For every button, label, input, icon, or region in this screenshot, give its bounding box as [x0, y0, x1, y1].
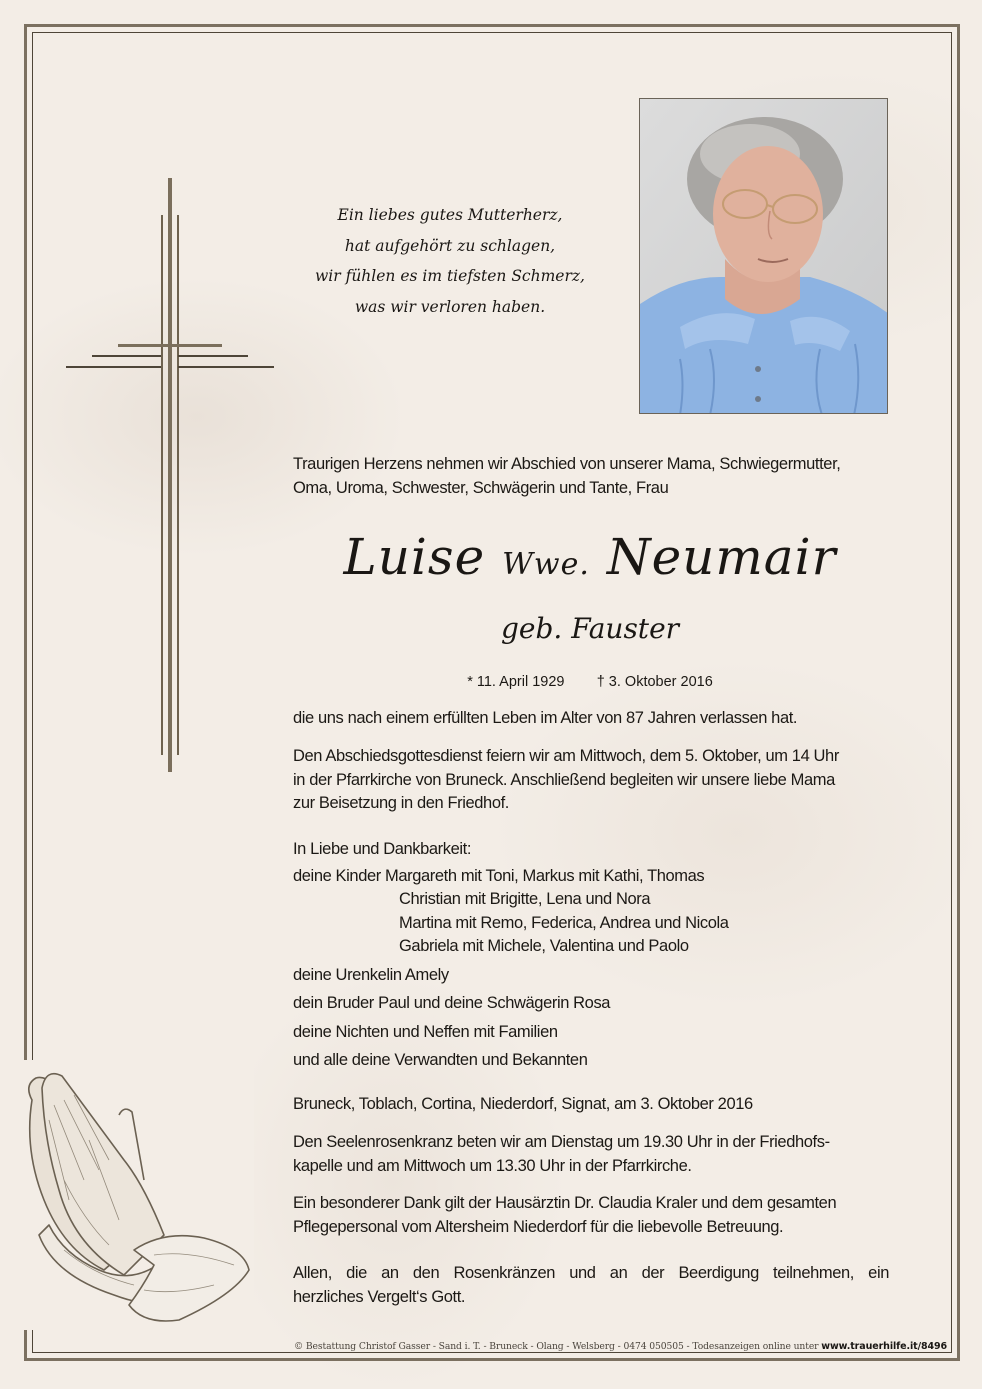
- age-paragraph: [293, 707, 889, 731]
- mourners-list: [293, 838, 889, 1073]
- first-name: Luise: [343, 528, 486, 586]
- funeral-paragraph: [293, 745, 889, 816]
- poem-line: hat aufgehört zu schlagen,: [344, 236, 556, 255]
- maiden-surname: Fauster: [571, 612, 680, 645]
- place-date: [293, 1093, 889, 1117]
- thanks-line: Pflegepersonal vom Altersheim Niederdorf für die liebevolle Betreuung.: [293, 1217, 784, 1236]
- children-line: Gabriela mit Michele, Valentina und Paolo: [399, 937, 689, 955]
- portrait-icon: [640, 99, 888, 414]
- praying-hands-icon: [4, 1060, 254, 1335]
- poem-line: wir fühlen es im tiefsten Schmerz,: [315, 267, 585, 285]
- deceased-name: [280, 528, 900, 586]
- children-line: deine Kinder Margareth mit Toni, Markus mit Kathi, Thomas: [293, 866, 705, 885]
- intro-line: Oma, Uroma, Schwester, Schwägerin und Tante, Frau: [293, 478, 669, 497]
- children-line: Christian mit Brigitte, Lena und Nora: [399, 890, 651, 908]
- intro-line: Traurigen Herzens nehmen wir Abschied von unserer Mama, Schwiegermutter,: [293, 455, 841, 473]
- age-line: die uns nach einem erfüllten Leben im Alter von 87 Jahren verlassen hat.: [293, 709, 798, 727]
- portrait-photo: [639, 98, 888, 414]
- funeral-line: in der Pfarrkirche von Bruneck. Anschließend begleiten wir unsere liebe Mama: [293, 770, 835, 789]
- closing-paragraph: [293, 1262, 889, 1309]
- rosary-line: kapelle und am Mittwoch um 13.30 Uhr in der Pfarrkirche.: [293, 1156, 692, 1175]
- mourner-line: deine Urenkelin Amely: [293, 965, 449, 984]
- birth-date: * 11. April 1929: [467, 674, 565, 690]
- intro-text: [293, 453, 889, 500]
- name-title: Wwe.: [502, 547, 590, 582]
- last-name: Neumair: [606, 528, 837, 586]
- children-line: Martina mit Remo, Federica, Andrea und Nicola: [399, 913, 729, 932]
- death-date: † 3. Oktober 2016: [596, 674, 713, 690]
- closing-line: herzliches Vergelt‘s Gott.: [293, 1287, 466, 1306]
- maiden-prefix: geb.: [500, 612, 563, 645]
- place-date-line: Bruneck, Toblach, Cortina, Niederdorf, Signat, am 3. Oktober 2016: [293, 1095, 753, 1113]
- thanks-paragraph: [293, 1192, 889, 1239]
- funeral-line: Den Abschiedsgottesdienst feiern wir am Mittwoch, dem 5. Oktober, um 14 Uhr: [293, 747, 839, 765]
- rosary-paragraph: [293, 1131, 889, 1178]
- rosary-line: Den Seelenrosenkranz beten wir am Dienstag um 19.30 Uhr in der Friedhofs-: [293, 1133, 830, 1151]
- thanks-line: Ein besonderer Dank gilt der Hausärztin Dr. Claudia Kraler und dem gesamten: [293, 1194, 837, 1212]
- footer-link[interactable]: www.trauerhilfe.it/8496: [821, 1341, 948, 1352]
- poem-line: was wir verloren haben.: [354, 297, 546, 316]
- funeral-line: zur Beisetzung in den Friedhof.: [293, 794, 509, 812]
- footer: [294, 1341, 954, 1352]
- footer-text: © Bestattung Christof Gasser - Sand i. T. - Bruneck - Olang - Welsberg - 0474 050505 - Todesanzeigen online unter: [294, 1341, 822, 1352]
- mourner-line: deine Nichten und Neffen mit Familien: [293, 1022, 558, 1041]
- poem: [290, 200, 610, 322]
- life-dates: [280, 674, 900, 690]
- poem-line: Ein liebes gutes Mutterherz,: [337, 206, 563, 224]
- mourner-line: und alle deine Verwandten und Bekannten: [293, 1051, 588, 1069]
- maiden-name: [280, 612, 900, 645]
- closing-line: Allen, die an den Rosenkränzen und an der Beerdigung teilnehmen, ein: [293, 1264, 889, 1282]
- mourner-line: dein Bruder Paul und deine Schwägerin Rosa: [293, 994, 611, 1012]
- mourners-heading: In Liebe und Dankbarkeit:: [293, 840, 472, 858]
